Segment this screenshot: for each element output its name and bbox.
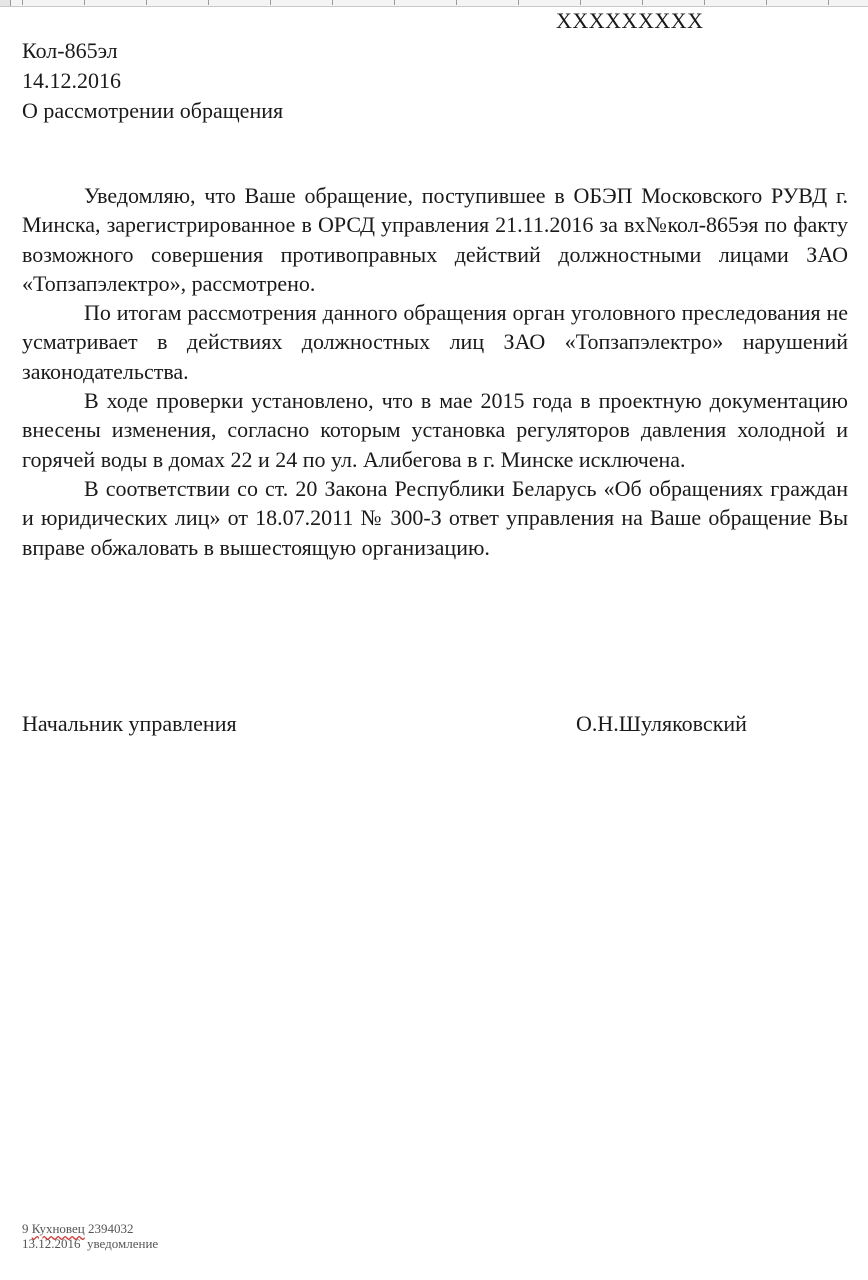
signature-block — [22, 709, 848, 739]
body-paragraph: В ходе проверки установлено, что в мае 2015 года в проектную документацию внесены изменения, согласно которым установка регуляторов давления холодной и горячей воды в домах 22 и 24 по ул. Алибегова в г. Минске исключена. — [22, 388, 848, 472]
ruler-tick — [22, 0, 23, 5]
body-paragraph: По итогам рассмотрения данного обращения орган уголовного преследования не усматривает в действиях должностных лиц ЗАО «Топзапэлектро» нарушений законодательства. — [22, 300, 848, 384]
ruler-tick — [580, 0, 581, 5]
addressee: XXXXXXXXX — [556, 8, 704, 33]
reference-number: Кол-865эл — [22, 38, 118, 63]
footer-phone: 2394032 — [87, 1221, 134, 1236]
signature-name: О.Н.Шуляковский — [576, 711, 747, 736]
footer-doc-type: уведомление — [87, 1236, 159, 1251]
letter-body — [22, 181, 848, 562]
ruler-tick — [84, 0, 85, 5]
ruler — [0, 0, 868, 7]
ruler-tick — [394, 0, 395, 5]
executor-footer — [22, 1221, 158, 1251]
ruler-tick — [208, 0, 209, 5]
ruler-tick — [456, 0, 457, 5]
footer-line-2 — [22, 1236, 158, 1251]
ruler-tick — [332, 0, 333, 5]
letter-header — [22, 36, 283, 126]
body-paragraph: В соответствии со ст. 20 Закона Республики Беларусь «Об обращениях граждан и юридических лиц» от 18.07.2011 № 300-З ответ управления на Ваше обращение Вы вправе обжаловать в вышестоящую организацию. — [22, 475, 848, 560]
footer-executor: Кухновец — [31, 1221, 85, 1236]
ruler-tick — [642, 0, 643, 5]
letter-subject: О рассмотрении обращения — [22, 98, 284, 123]
ruler-tick — [518, 0, 519, 5]
ruler-tick — [828, 0, 829, 5]
footer-number: 9 — [22, 1221, 29, 1236]
ruler-corner — [0, 0, 11, 6]
ruler-tick — [766, 0, 767, 5]
body-paragraph: Уведомляю, что Ваше обращение, поступившее в ОБЭП Московского РУВД г. Минска, зарегистрированное в ОРСД управления 21.11.2016 за вх№кол-865эя по факту возможного совершения противоправных действий должностными лицами ЗАО «Топзапэлектро», рассмотрено. — [22, 183, 848, 296]
ruler-tick — [704, 0, 705, 5]
ruler-tick — [270, 0, 271, 5]
letter-date: 14.12.2016 — [22, 68, 121, 93]
footer-line-1 — [22, 1221, 158, 1236]
footer-date: 13.12.2016 — [22, 1236, 81, 1251]
ruler-tick — [146, 0, 147, 5]
signature-title: Начальник управления — [22, 711, 237, 736]
